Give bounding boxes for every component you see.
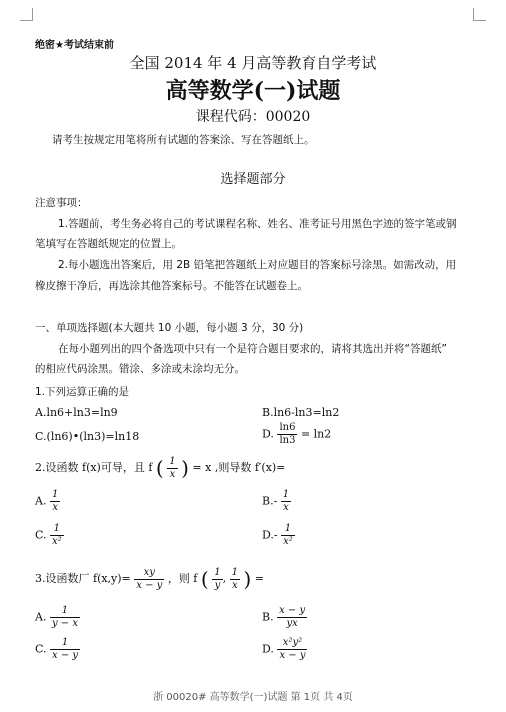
q2-c-fraction bbox=[50, 524, 64, 547]
note-1-line-2: 笔填写在答题纸规定的位置上。 bbox=[35, 238, 182, 250]
q3-stem-numerator: xy bbox=[134, 568, 164, 580]
q1-d-numerator: ln6 bbox=[279, 422, 296, 433]
q3-d-numerator: x²y² bbox=[277, 638, 307, 650]
q3-b-prefix: B. bbox=[262, 610, 274, 624]
part1-heading: 一、单项选择题(本大题共 10 小题，每小题 3 分，30 分) bbox=[35, 322, 304, 334]
q3-b-denominator: yx bbox=[286, 618, 298, 629]
q3-a-prefix: A. bbox=[35, 610, 47, 624]
q2-stem-numerator: 1 bbox=[169, 455, 176, 467]
q3-c-numerator: 1 bbox=[50, 638, 80, 650]
crop-mark-top-right bbox=[473, 8, 486, 21]
q3-a-denominator: y − x bbox=[51, 618, 78, 629]
note-2-line-2: 橡皮擦干净后，再选涂其他答案标号。不能答在试题卷上。 bbox=[35, 280, 308, 292]
q2-option-c bbox=[35, 524, 64, 547]
q1-d-denominator: ln3 bbox=[279, 435, 296, 446]
q2-paren-close: ) bbox=[181, 456, 189, 480]
q2-a-denominator: x bbox=[52, 502, 58, 513]
q3-arg2-fraction bbox=[230, 568, 240, 591]
q2-paren-open: ( bbox=[155, 456, 164, 480]
q2-stem bbox=[35, 456, 285, 480]
q1-d-fraction bbox=[277, 423, 297, 446]
q1-d-suffix: = ln2 bbox=[300, 427, 332, 441]
q1-d-prefix: D. bbox=[262, 427, 274, 441]
q2-c-denominator: x² bbox=[52, 536, 62, 547]
q2-a-fraction bbox=[50, 490, 60, 513]
q1-stem: 1.下列运算正确的是 bbox=[35, 386, 130, 398]
q1-option-b: B.ln6-ln3=ln2 bbox=[262, 406, 340, 419]
q3-d-fraction bbox=[277, 638, 307, 661]
q3-b-fraction bbox=[277, 606, 307, 629]
q3-stem-pre: 3.设函数厂 f(x,y)= bbox=[35, 572, 131, 585]
q3-option-c bbox=[35, 638, 80, 661]
q3-paren-open: ( bbox=[200, 567, 209, 591]
q3-a-numerator: 1 bbox=[50, 606, 80, 618]
q2-d-numerator: 1 bbox=[281, 524, 295, 536]
confidential-label: 绝密★考试结束前 bbox=[35, 40, 114, 51]
note-2-line-1: 2.每小题选出答案后，用 2B 铅笔把答题纸上对应题目的答案标号涂黑。如需改动，用 bbox=[58, 259, 457, 271]
q3-option-a bbox=[35, 606, 80, 629]
instruction: 请考生按规定用笔将所有试题的答案涂、写在答题纸上。 bbox=[52, 134, 315, 146]
q2-stem-pre: 2.设函数 f(x)可导，且 f bbox=[35, 461, 153, 474]
q2-stem-post: = x ,则导数 f′(x)= bbox=[192, 461, 286, 474]
note-1-line-1: 1.答题前，考生务必将自己的考试课程名称、姓名、准考证号用黑色字迹的签字笔或钢 bbox=[58, 218, 457, 230]
q3-option-b bbox=[262, 606, 307, 629]
q3-d-denominator: x − y bbox=[279, 650, 306, 661]
exam-title: 高等数学(一)试题 bbox=[165, 78, 341, 104]
q3-a-fraction bbox=[50, 606, 80, 629]
q2-a-numerator: 1 bbox=[51, 489, 59, 500]
q2-a-prefix: A. bbox=[35, 494, 47, 508]
q2-b-fraction bbox=[281, 490, 291, 513]
q2-d-fraction bbox=[281, 524, 295, 547]
q3-option-d bbox=[262, 638, 307, 661]
q3-stem-denominator: x − y bbox=[136, 579, 163, 591]
q2-option-b bbox=[262, 490, 291, 513]
q3-stem-fraction bbox=[134, 568, 164, 591]
q2-d-denominator: x² bbox=[283, 536, 293, 547]
q3-arg2-numerator: 1 bbox=[231, 566, 238, 578]
q2-c-prefix: C. bbox=[35, 528, 47, 542]
q3-arg1-fraction bbox=[212, 568, 222, 591]
notes-heading: 注意事项： bbox=[35, 197, 88, 209]
q2-option-a bbox=[35, 490, 60, 513]
q3-stem-post: = bbox=[254, 572, 264, 585]
q2-b-prefix: B.- bbox=[262, 494, 278, 508]
q3-c-fraction bbox=[50, 638, 80, 661]
q3-d-prefix: D. bbox=[262, 642, 274, 656]
exam-name: 全国 2014 年 4 月高等教育自学考试 bbox=[129, 54, 377, 72]
course-code: 课程代码：00020 bbox=[195, 109, 311, 125]
page-footer: 浙 00020# 高等数学(一)试题 第 1页 共 4页 bbox=[153, 692, 353, 703]
q3-stem bbox=[35, 567, 264, 591]
q2-d-prefix: D.- bbox=[262, 528, 278, 542]
q1-option-c: C.(ln6)•(ln3)=ln18 bbox=[35, 430, 140, 443]
q2-b-denominator: x bbox=[283, 502, 289, 513]
q2-c-numerator: 1 bbox=[50, 524, 64, 536]
q2-option-d bbox=[262, 524, 295, 547]
q3-b-numerator: x − y bbox=[279, 605, 306, 616]
q3-arg2-denominator: x bbox=[231, 579, 238, 591]
crop-mark-top-left bbox=[20, 8, 33, 21]
q3-paren-close: ) bbox=[243, 567, 252, 591]
q2-b-numerator: 1 bbox=[282, 489, 290, 500]
section-title: 选择题部分 bbox=[220, 172, 286, 187]
q3-c-denominator: x − y bbox=[52, 650, 79, 661]
q1-option-a: A.ln6+ln3=ln9 bbox=[35, 406, 118, 419]
q3-stem-mid: ，则 f bbox=[167, 572, 198, 585]
q3-c-prefix: C. bbox=[35, 642, 47, 656]
q3-arg-separator: , bbox=[222, 572, 227, 585]
q2-stem-denominator: x bbox=[169, 468, 176, 480]
q1-option-d bbox=[262, 423, 331, 446]
part1-desc-line-1: 在每小题列出的四个备选项中只有一个是符合题目要求的，请将其选出并将“答题纸” bbox=[58, 343, 447, 355]
q3-arg1-numerator: 1 bbox=[214, 566, 221, 578]
q2-stem-fraction bbox=[167, 457, 177, 480]
part1-desc-line-2: 的相应代码涂黑。错涂、多涂或未涂均无分。 bbox=[35, 363, 245, 375]
q3-arg1-denominator: y bbox=[214, 579, 221, 591]
